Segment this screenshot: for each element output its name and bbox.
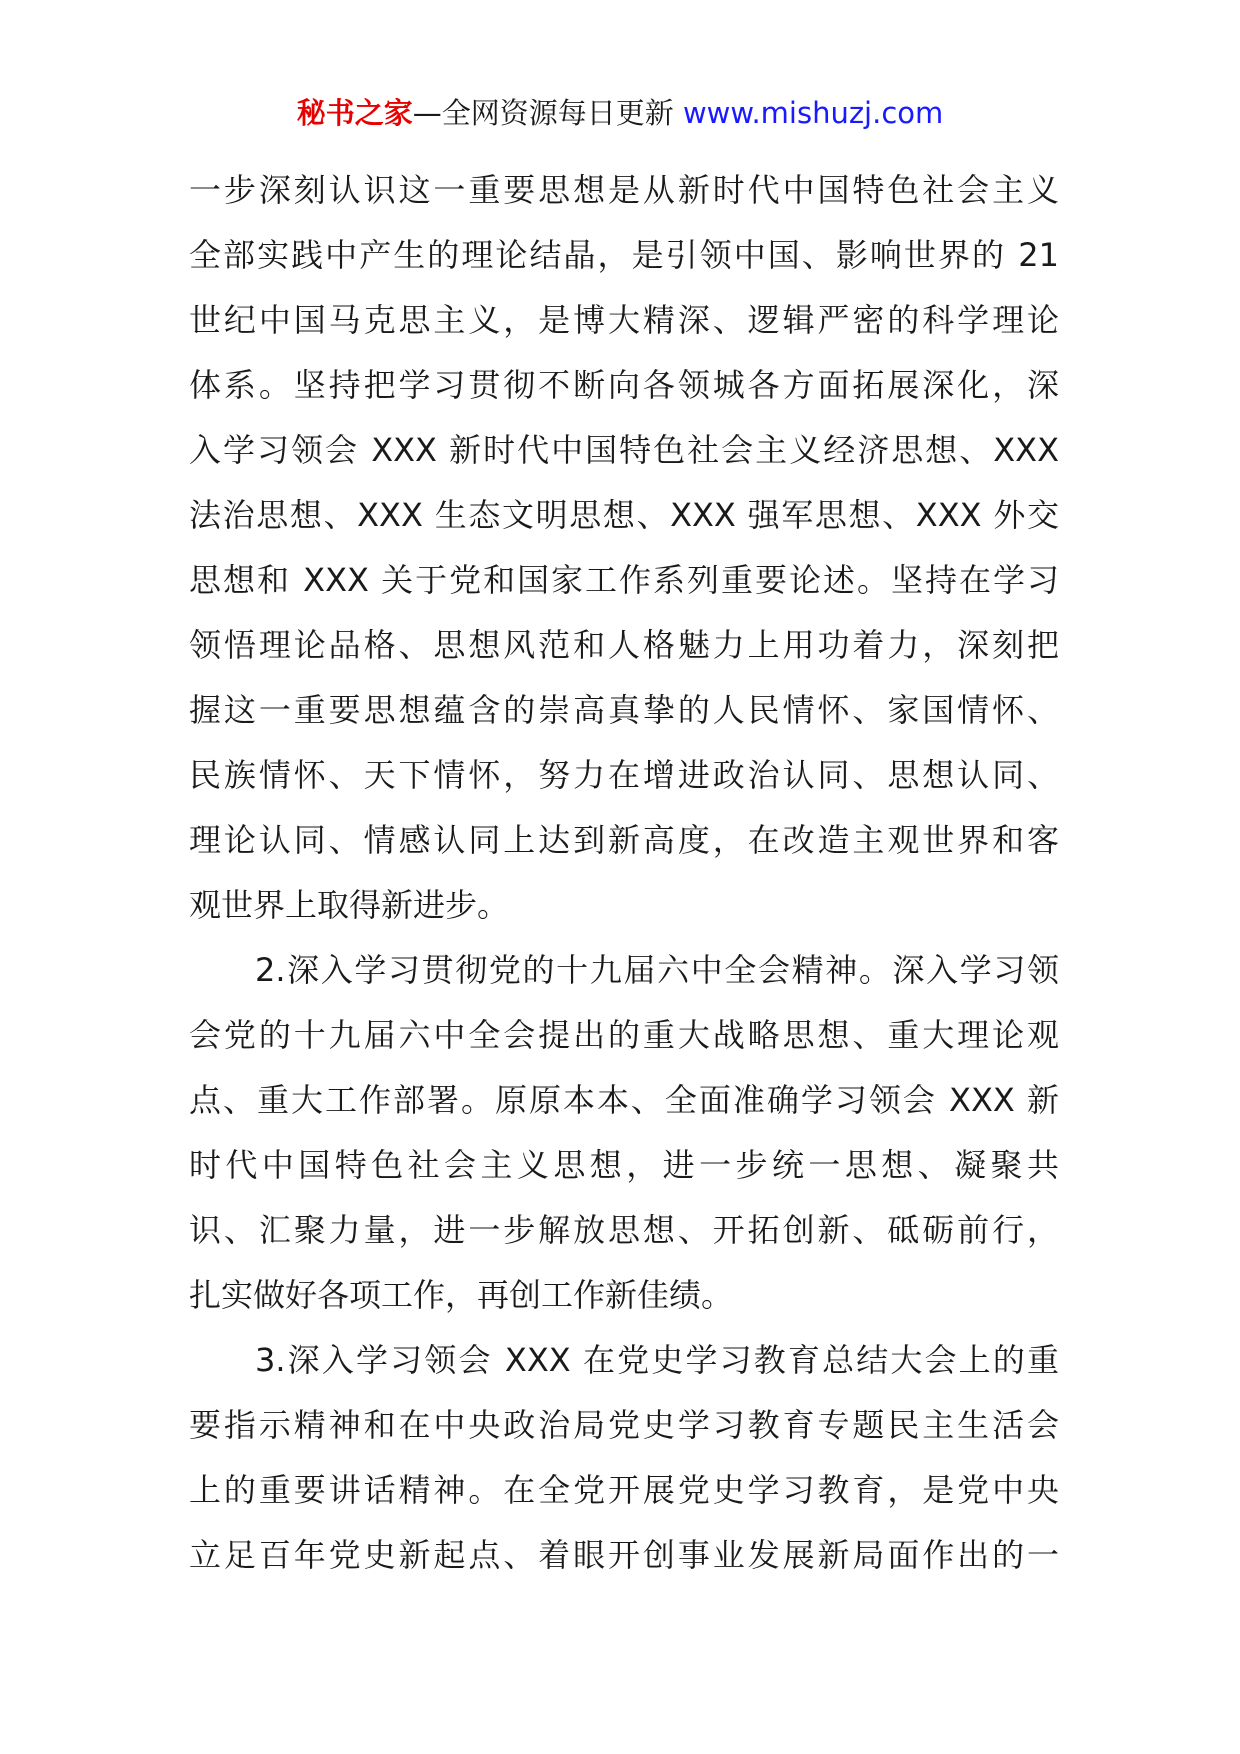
text-line: 一步深刻认识这一重要思想是从新时代中国特色社会主义 xyxy=(189,171,1059,209)
text-line: 时代中国特色社会主义思想，进一步统一思想、凝聚共 xyxy=(189,1146,1059,1184)
text-line: 理论认同、情感认同上达到新高度，在改造主观世界和客 xyxy=(189,821,1059,859)
text-line: 法治思想、XXX 生态文明思想、XXX 强军思想、XXX 外交 xyxy=(189,496,1059,534)
page-header xyxy=(0,93,1240,133)
text-line: 识、汇聚力量，进一步解放思想、开拓创新、砥砺前行， xyxy=(189,1211,1059,1249)
text-line: 领悟理论品格、思想风范和人格魅力上用功着力，深刻把 xyxy=(189,626,1059,664)
text-line: 入学习领会 XXX 新时代中国特色社会主义经济思想、XXX xyxy=(189,431,1059,469)
text-line: 握这一重要思想蕴含的崇高真挚的人民情怀、家国情怀、 xyxy=(189,691,1059,729)
text-line: 世纪中国马克思主义，是博大精深、逻辑严密的科学理论 xyxy=(189,301,1059,339)
text-line: 要指示精神和在中央政治局党史学习教育专题民主生活会 xyxy=(189,1406,1059,1444)
site-url-link[interactable]: www.mishuzj.com xyxy=(682,96,944,130)
paragraph-start-line: 2.深入学习贯彻党的十九届六中全会精神。深入学习领 xyxy=(255,951,1059,989)
text-line: 立足百年党史新起点、着眼开创事业发展新局面作出的一 xyxy=(189,1536,1059,1574)
paragraph-start-line: 3.深入学习领会 XXX 在党史学习教育总结大会上的重 xyxy=(255,1341,1059,1379)
document-body xyxy=(189,158,1059,1588)
text-line: 会党的十九届六中全会提出的重大战略思想、重大理论观 xyxy=(189,1016,1059,1054)
brand-name: 秘书之家 xyxy=(296,96,413,130)
text-line: 思想和 XXX 关于党和国家工作系列重要论述。坚持在学习 xyxy=(189,561,1059,599)
text-line: 上的重要讲话精神。在全党开展党史学习教育，是党中央 xyxy=(189,1471,1059,1509)
text-line: 点、重大工作部署。原原本本、全面准确学习领会 XXX 新 xyxy=(189,1081,1059,1119)
paragraph-end-line: 观世界上取得新进步。 xyxy=(189,886,510,924)
text-line: 体系。坚持把学习贯彻不断向各领城各方面拓展深化，深 xyxy=(189,366,1059,404)
text-line: 全部实践中产生的理论结晶，是引领中国、影响世界的 21 xyxy=(189,236,1059,274)
paragraph-end-line: 扎实做好各项工作，再创工作新佳绩。 xyxy=(189,1276,734,1314)
header-tagline: —全网资源每日更新 xyxy=(412,96,674,130)
text-line: 民族情怀、天下情怀，努力在增进政治认同、思想认同、 xyxy=(189,756,1059,794)
